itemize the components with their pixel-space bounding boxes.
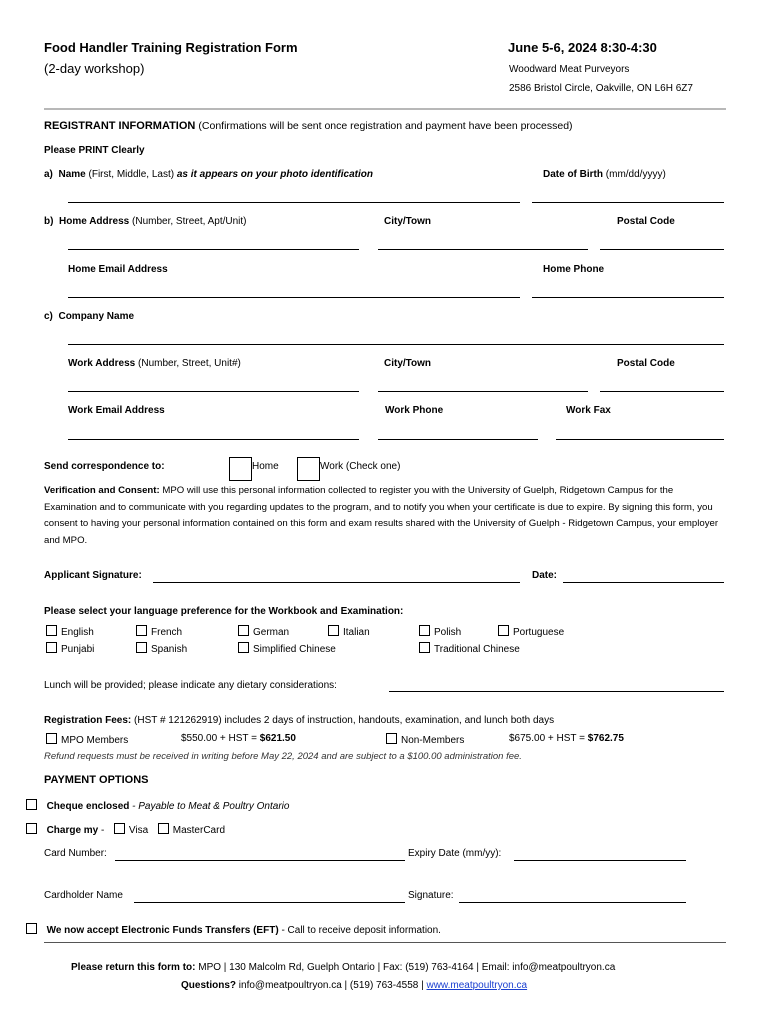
language-option-french[interactable]: French bbox=[136, 625, 182, 638]
card-signature-label: Signature: bbox=[408, 890, 454, 901]
venue-address: 2586 Bristol Circle, Oakville, ON L6H 6Z7 bbox=[509, 83, 693, 94]
header-divider bbox=[44, 108, 726, 110]
checkbox-icon[interactable] bbox=[419, 642, 430, 653]
language-option-polish[interactable]: Polish bbox=[419, 625, 461, 638]
fee-option-members[interactable]: MPO Members bbox=[46, 733, 128, 746]
home-postal-label: Postal Code bbox=[617, 216, 675, 227]
home-email-label: Home Email Address bbox=[68, 264, 168, 275]
checkbox-icon[interactable] bbox=[386, 733, 397, 744]
venue-name: Woodward Meat Purveyors bbox=[509, 64, 630, 75]
work-email-field[interactable] bbox=[68, 439, 359, 440]
signature-date-field[interactable] bbox=[563, 582, 724, 583]
card-signature-field[interactable] bbox=[459, 902, 686, 903]
language-option-english[interactable]: English bbox=[46, 625, 94, 638]
applicant-signature-label: Applicant Signature: bbox=[44, 570, 142, 581]
checkbox-icon[interactable] bbox=[238, 642, 249, 653]
questions-line: Questions? info@meatpoultryon.ca | (519) 763-4558 | www.meatpoultryon.ca bbox=[181, 980, 528, 991]
visa-checkbox[interactable] bbox=[114, 823, 125, 834]
dob-field[interactable] bbox=[532, 202, 724, 203]
dietary-field[interactable] bbox=[389, 691, 724, 692]
mastercard-checkbox[interactable] bbox=[158, 823, 169, 834]
payment-heading: PAYMENT OPTIONS bbox=[44, 774, 149, 786]
home-email-field[interactable] bbox=[68, 297, 520, 298]
checkbox-icon[interactable] bbox=[328, 625, 339, 636]
non-members-price: $675.00 + HST = $762.75 bbox=[509, 733, 624, 744]
workshop-date: June 5-6, 2024 8:30-4:30 bbox=[508, 40, 657, 55]
form-subtitle: (2-day workshop) bbox=[44, 61, 145, 76]
payment-option-charge[interactable]: Charge my - Visa MasterCard bbox=[26, 823, 225, 836]
language-option-italian[interactable]: Italian bbox=[328, 625, 370, 638]
language-option-german[interactable]: German bbox=[238, 625, 289, 638]
expiry-field[interactable] bbox=[514, 860, 686, 861]
home-postal-field[interactable] bbox=[600, 249, 724, 250]
checkbox-icon[interactable] bbox=[419, 625, 430, 636]
footer-divider bbox=[44, 942, 726, 943]
language-option-simplified-chinese[interactable]: Simplified Chinese bbox=[238, 642, 336, 655]
work-phone-field[interactable] bbox=[378, 439, 538, 440]
lunch-label: Lunch will be provided; please indicate any dietary considerations: bbox=[44, 680, 337, 691]
home-phone-label: Home Phone bbox=[543, 264, 605, 275]
checkbox-icon[interactable] bbox=[136, 642, 147, 653]
applicant-signature-field[interactable] bbox=[153, 582, 520, 583]
home-city-label: City/Town bbox=[384, 216, 432, 227]
company-field[interactable] bbox=[68, 344, 724, 345]
work-postal-field[interactable] bbox=[600, 391, 724, 392]
name-field[interactable] bbox=[68, 202, 520, 203]
work-address-label: Work Address (Number, Street, Unit#) bbox=[68, 358, 241, 369]
work-correspondence-checkbox[interactable] bbox=[297, 457, 320, 481]
work-postal-label: Postal Code bbox=[617, 358, 675, 369]
work-fax-label: Work Fax bbox=[566, 405, 611, 416]
fees-line: Registration Fees: (HST # 121262919) includes 2 days of instruction, handouts, examination, and lunch both days bbox=[44, 715, 555, 726]
checkbox-icon[interactable] bbox=[46, 625, 57, 636]
expiry-label: Expiry Date (mm/yy): bbox=[408, 848, 502, 859]
registrant-heading: REGISTRANT INFORMATION (Confirmations will be sent once registration and payment have been processed) bbox=[44, 120, 573, 132]
payment-option-cheque[interactable]: Cheque enclosed - Payable to Meat & Poultry Ontario bbox=[26, 799, 289, 812]
home-address-field[interactable] bbox=[68, 249, 359, 250]
members-price: $550.00 + HST = $621.50 bbox=[181, 733, 296, 744]
work-city-field[interactable] bbox=[378, 391, 588, 392]
company-label: c) Company Name bbox=[44, 311, 135, 322]
print-clearly-note: Please PRINT Clearly bbox=[44, 145, 145, 156]
home-correspondence-checkbox[interactable] bbox=[229, 457, 252, 481]
signature-date-label: Date: bbox=[532, 570, 558, 581]
card-number-label: Card Number: bbox=[44, 848, 107, 859]
checkbox-icon[interactable] bbox=[238, 625, 249, 636]
fee-option-non-members[interactable]: Non-Members bbox=[386, 733, 464, 746]
checkbox-icon[interactable] bbox=[26, 799, 37, 810]
language-option-punjabi[interactable]: Punjabi bbox=[46, 642, 94, 655]
checkbox-icon[interactable] bbox=[26, 823, 37, 834]
dob-label: Date of Birth (mm/dd/yyyy) bbox=[543, 169, 666, 180]
card-number-field[interactable] bbox=[115, 860, 405, 861]
form-title: Food Handler Training Registration Form bbox=[44, 40, 298, 55]
cardholder-field[interactable] bbox=[134, 902, 405, 903]
work-phone-label: Work Phone bbox=[385, 405, 444, 416]
home-address-label: b) Home Address (Number, Street, Apt/Unit) bbox=[44, 216, 247, 227]
checkbox-icon[interactable] bbox=[136, 625, 147, 636]
consent-paragraph: Verification and Consent: MPO will use this personal information collected to register you with the University of Guelph, Ridgetown Campus for the Examination and to communicate with you regarding updates to the program, and to notify you when your certificate is due to expire. By signing this form, you consent to having your personal information contained on this form and exam results shared with the University of Guelph - Ridgetown Campus, your employer and MPO. bbox=[44, 485, 719, 546]
work-correspondence-label: Work (Check one) bbox=[320, 461, 401, 472]
language-option-portuguese[interactable]: Portuguese bbox=[498, 625, 564, 638]
work-city-label: City/Town bbox=[384, 358, 432, 369]
checkbox-icon[interactable] bbox=[46, 642, 57, 653]
language-heading: Please select your language preference for the Workbook and Examination: bbox=[44, 606, 404, 617]
work-email-label: Work Email Address bbox=[68, 405, 165, 416]
home-phone-field[interactable] bbox=[532, 297, 724, 298]
checkbox-icon[interactable] bbox=[26, 923, 37, 934]
payment-option-eft[interactable]: We now accept Electronic Funds Transfers (EFT) - Call to receive deposit information. bbox=[26, 923, 441, 936]
language-option-traditional-chinese[interactable]: Traditional Chinese bbox=[419, 642, 520, 655]
name-label: a) Name (First, Middle, Last) as it appears on your photo identification bbox=[44, 169, 373, 180]
home-city-field[interactable] bbox=[378, 249, 588, 250]
home-correspondence-label: Home bbox=[252, 461, 279, 472]
correspondence-label: Send correspondence to: bbox=[44, 461, 165, 472]
work-fax-field[interactable] bbox=[556, 439, 724, 440]
work-address-field[interactable] bbox=[68, 391, 359, 392]
refund-note: Refund requests must be received in writing before May 22, 2024 and are subject to a $100.00 administration fee. bbox=[44, 751, 522, 762]
language-option-spanish[interactable]: Spanish bbox=[136, 642, 187, 655]
website-link[interactable]: www.meatpoultryon.ca bbox=[426, 980, 528, 991]
return-instructions: Please return this form to: MPO | 130 Malcolm Rd, Guelph Ontario | Fax: (519) 763-4164 | Email: info@meatpoultryon.ca bbox=[71, 962, 616, 973]
checkbox-icon[interactable] bbox=[46, 733, 57, 744]
checkbox-icon[interactable] bbox=[498, 625, 509, 636]
cardholder-label: Cardholder Name bbox=[44, 890, 123, 901]
